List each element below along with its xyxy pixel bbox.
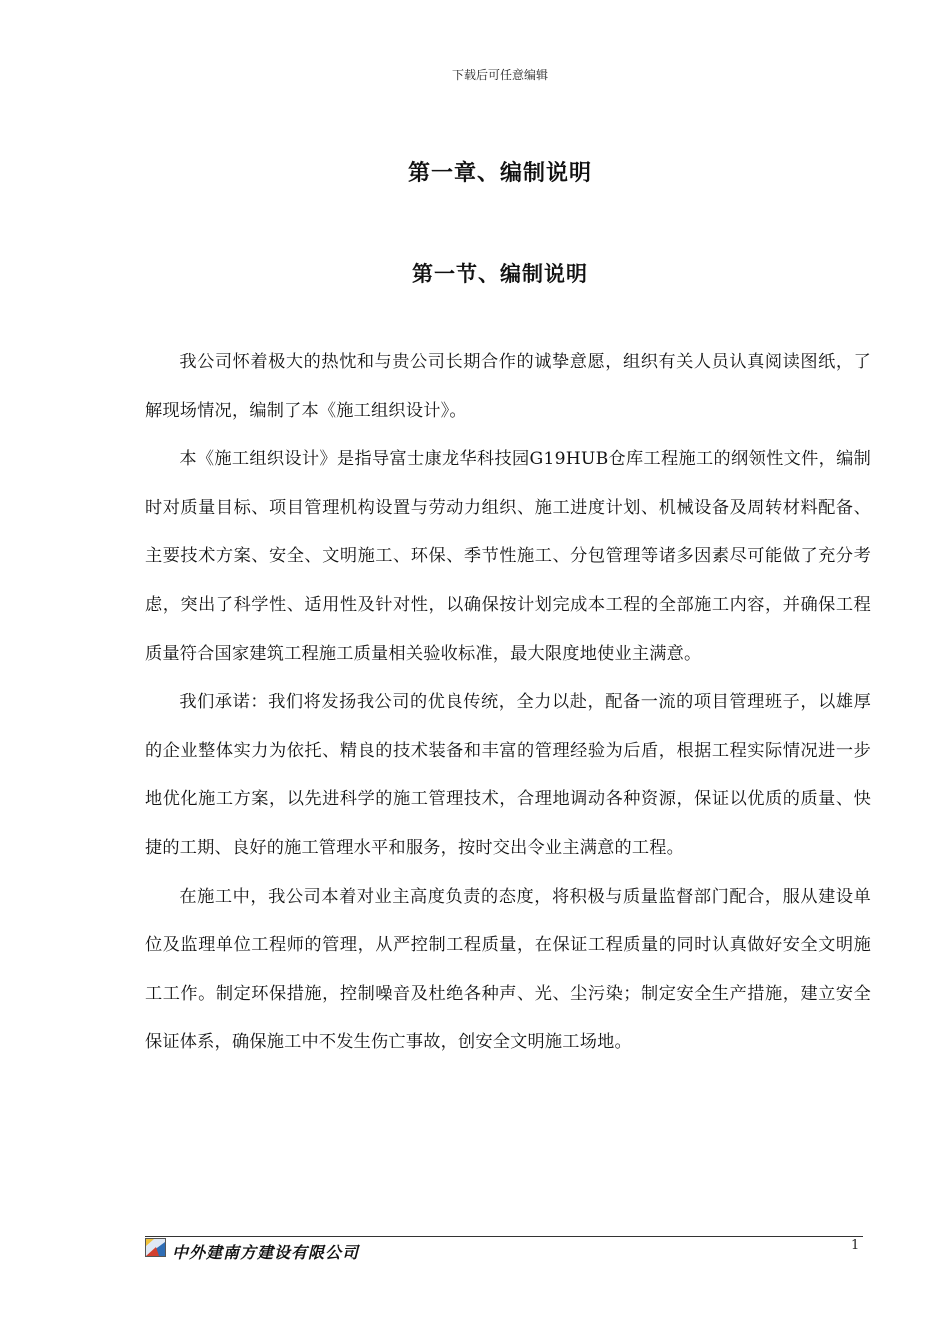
chapter-title: 第一章、编制说明 xyxy=(407,161,592,186)
header-note: 下载后可任意编辑 xyxy=(451,68,548,82)
paragraph: 我公司怀着极大的热忱和与贵公司长期合作的诚挚意愿，组织有关人员认真阅读图纸，了解现场情况，编制了本《施工组织设计》。 xyxy=(145,352,871,421)
company-logo-icon xyxy=(145,1238,166,1257)
paragraph: 本《施工组织设计》是指导富士康龙华科技园G19HUB仓库工程施工的纲领性文件，编制时对质量目标、项目管理机构设置与劳动力组织、施工进度计划、机械设备及周转材料配备、主要技术方案、安全、文明施工、环保、季节性施工、分包管理等诸多因素尽可能做了充分考虑，突出了科学性、适用性及针对性，以确保按计划完成本工程的全部施工内容，并确保工程质量符合国家建筑工程施工质量相关验收标准，最大限度地使业主满意。 xyxy=(145,449,871,664)
footer-company-name: 中外建南方建设有限公司 xyxy=(172,1243,360,1262)
footer-divider xyxy=(145,1236,863,1237)
body-text xyxy=(145,338,871,1067)
paragraph: 我们承诺：我们将发扬我公司的优良传统，全力以赴，配备一流的项目管理班子，以雄厚的企业整体实力为依托、精良的技术装备和丰富的管理经验为后盾，根据工程实际情况进一步地优化施工方案，以先进科学的施工管理技术，合理地调动各种资源，保证以优质的质量、快捷的工期、良好的施工管理水平和服务，按时交出令业主满意的工程。 xyxy=(145,692,871,858)
section-title: 第一节、编制说明 xyxy=(412,262,588,286)
page-number: 1 xyxy=(851,1238,860,1253)
paragraph: 在施工中，我公司本着对业主高度负责的态度，将积极与质量监督部门配合，服从建设单位及监理单位工程师的管理，从严控制工程质量，在保证工程质量的同时认真做好安全文明施工工作。制定环保措施，控制噪音及杜绝各种声、光、尘污染；制定安全生产措施，建立安全保证体系，确保施工中不发生伤亡事故，创安全文明施工场地。 xyxy=(145,886,871,1053)
